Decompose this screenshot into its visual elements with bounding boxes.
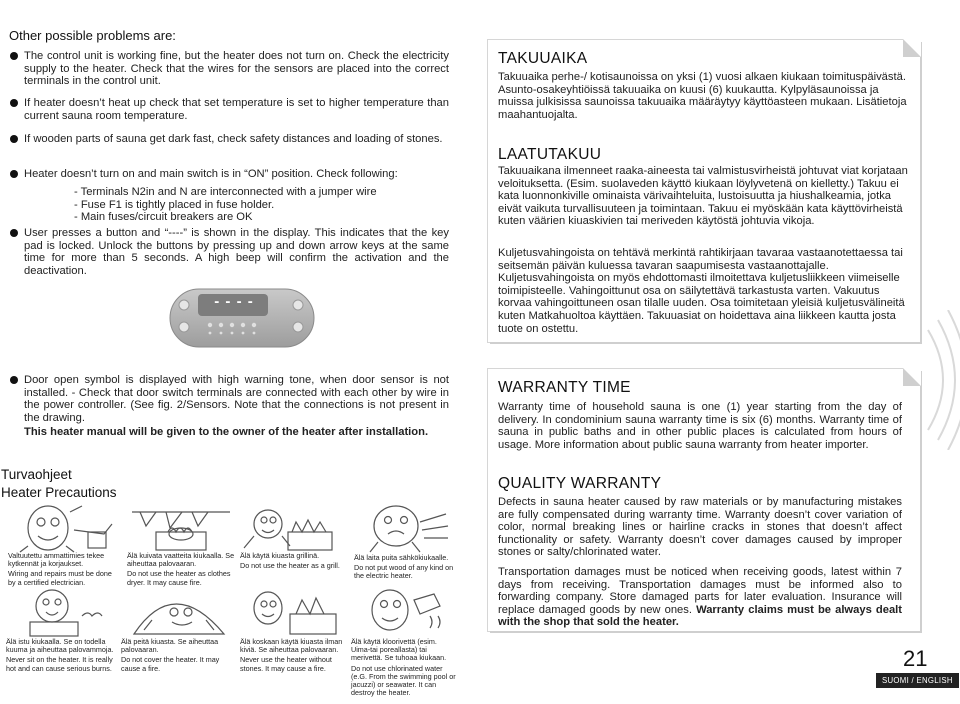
caption-fi: Valtuutettu ammattimies tekee kytkennät ja korjaukset.	[8, 551, 105, 569]
box-text: Takuuaikana ilmenneet raaka-aineesta tai valmistusvirheistä johtuvat viat korjataan veloituksetta. (Esim. suolaveden käyttö kiukaan löylyvetenä on kielletty.) Takuu ei kata luonnonkiville ominaista värivaihteluita, lustoisuutta ja hiushalkeamia, jotka eivät vaikuta turvallisuuteen ja toimintaan. Takuu ei myöskään kata käyttövirheistä kuten väärien kiuaskivien tai meriveden käytöstä johtuvia vikoja.	[498, 165, 908, 228]
caption-fi: Älä kuivata vaatteita kiukaalla. Se aiheuttaa palovaaran.	[127, 551, 235, 569]
bullet-text: If heater doesn’t heat up check that set temperature is set to higher temperature than current sauna room temperature.	[24, 97, 449, 122]
bullet-icon	[10, 99, 18, 107]
check-item: - Fuse F1 is tightly placed in fuse holder.	[74, 198, 275, 211]
list-item	[24, 227, 449, 277]
list-item	[24, 97, 449, 122]
box-text-bold: Warranty claims must be always dealt with the shop that sold the heater.	[498, 603, 902, 629]
precautions-title-en: Heater Precautions	[1, 485, 117, 500]
page-corner-icon	[903, 39, 921, 57]
caption-fi: Älä käytä kloorivettä (esim. Uima-tai poreallasta) tai merivettä. Se tuhoaa kiukaan.	[351, 637, 447, 663]
caption-en: Wiring and repairs must be done by a certified electrician.	[8, 569, 112, 587]
bullet-text: Door open symbol is displayed with high warning tone, when door sensor is not installed. - Check that door switch terminals are connected with each other by wire in the power controller. (See fig. 2/Sensors. Note that the connections is not present in the drawing.	[24, 374, 449, 424]
finnish-warranty-box	[488, 40, 920, 342]
caption-en: Do not use the heater as clothes dryer. It may cause fire.	[127, 569, 231, 587]
caption	[240, 552, 348, 570]
list-item	[24, 374, 449, 424]
caption	[8, 552, 116, 587]
precautions-heading	[1, 466, 117, 502]
page-corner-icon	[903, 368, 921, 386]
check-list	[74, 186, 444, 224]
box-text: Takuuaika perhe-/ kotisaunoissa on yksi (1) vuosi alkaen kiukaan toimituspäivästä. Asunto-osakeyhtiöissä takuuaika on kuusi (6) kuukautta. Kylpyläsaunoissa ja muissa julkisissa saunoissa takuuaika määräytyy käyttöasteen mukaan. Lisätietoja maahantuojalta.	[498, 71, 907, 121]
box-text: Kuljetusvahingoista on tehtävä merkintä rahtikirjaan tavaraa vastaanotettaessa tai seitsemän päivän kuluessa tavaran saapumisesta vastaanottajalle. Kuljetusvahingoista on myös ehdottomasti ilmoitettava kuljetusliikkeen viimeiselle toimipisteelle. Vahingoittunut osa on säilytettävä tarkastusta varten. Vakuutus korvaa vahingoittuneen osan tilalle uuden. Osa toimitetaan yleisiä kuljetusvälineitä kuten Matkahuoltoa käyttäen. Takuuasiat on hoidettava aina liikkeen kautta josta tuote on ostettu.	[498, 247, 905, 335]
box-text: Warranty time of household sauna is one (1) year starting from the day of delivery. In condominium sauna warranty time is six (6) months. Warranty time of sauna in public baths and in other public places is calculated from hours of usage. More information about public sauna warranty from heater importer.	[498, 401, 902, 451]
bullet-icon	[10, 376, 18, 384]
box-text: Defects in sauna heater caused by raw materials or by manufacturing mistakes are fully compensated during warranty time. Warranty doesn’t cover variation of color, normal breaking lines or hairline cracks in stones that doesn’t affect functionality or safety. Warranty doesn’t cover damages caused by improper stones or salty/chlorinated water.	[498, 496, 902, 559]
caption	[351, 638, 457, 697]
cartoon-wood	[350, 502, 460, 559]
precautions-title-fi: Turvaohjeet	[1, 467, 72, 482]
panel-display-text: - - - -	[214, 293, 254, 310]
check-item: - Main fuses/circuit breakers are OK	[74, 211, 253, 224]
box-title: LAATUTAKUU	[498, 146, 602, 163]
english-warranty-box	[488, 369, 920, 631]
list-item	[24, 50, 449, 88]
caption	[121, 638, 227, 673]
bullet-text: User presses a button and “----” is shown in the display. This indicates that the key pad is locked. Unlock the buttons by pressing up and down arrow keys at the same time for more than 5 seconds. A high beep will confirm the activation and the deactivation.	[24, 227, 449, 277]
box-title: TAKUUAIKA	[498, 50, 588, 67]
list-item	[24, 133, 449, 146]
caption	[240, 638, 348, 673]
box-title: WARRANTY TIME	[498, 379, 631, 396]
control-panel-illustration	[168, 285, 316, 356]
bullet-text: The control unit is working fine, but the heater does not turn on. Check the electricity supply to the heater. Check that the wires for the sensors are placed into the correct terminals in the control unit.	[24, 50, 449, 88]
bullet-text: Heater doesn’t turn on and main switch is in “ON” position. Check following:	[24, 168, 398, 180]
caption-en: Do not cover the heater. It may cause a fire.	[121, 655, 220, 673]
caption-en: Do not use chlorinated water (e.G. From the swimming pool or jacuzzi) or seawater. It can destroy the heater.	[351, 663, 456, 698]
caption-fi: Älä koskaan käytä kiuasta ilman kiviä. Se aiheuttaa palovaaran.	[240, 637, 343, 655]
bullet-text: If wooden parts of sauna get dark fast, check safety distances and loading of stones.	[24, 133, 443, 145]
box-text	[498, 566, 902, 629]
manual-note: This heater manual will be given to the owner of the heater after installation.	[24, 426, 429, 438]
section-heading: Other possible problems are:	[9, 28, 176, 43]
caption-en: Never use the heater without stones. It may cause a fire.	[240, 655, 332, 673]
bullet-icon	[10, 170, 18, 178]
caption-fi: Älä peitä kiuasta. Se aiheuttaa palovaaran.	[121, 637, 219, 655]
signal-waves-icon	[920, 310, 960, 455]
caption-en: Do not put wood of any kind on the electric heater.	[354, 563, 454, 581]
caption	[6, 638, 116, 673]
box-title: QUALITY WARRANTY	[498, 475, 662, 492]
caption-fi: Älä istu kiukaalla. Se on todella kuuma ja aiheuttaa palovammoja.	[6, 637, 114, 655]
cartoon-no-stones	[238, 586, 348, 643]
caption	[354, 554, 454, 581]
cartoon-sitting	[8, 586, 118, 643]
caption-fi: Älä käytä kiuasta grillinä.	[240, 551, 320, 560]
caption-fi: Älä laita puita sähkökiukaalle.	[354, 553, 449, 562]
bullet-icon	[10, 135, 18, 143]
bullet-icon	[10, 52, 18, 60]
language-label: SUOMI / ENGLISH	[876, 673, 959, 688]
page-number: 21	[903, 646, 928, 671]
box-text-normal: Transportation damages must be noticed when receiving goods, latest within 7 days from receiving. Transportation damages must be informed also to forwarding company. Store damaged parts for later evaluation. Insurance will replace damaged goods by new ones.	[498, 566, 902, 616]
cartoon-chlorine	[350, 586, 460, 643]
caption-en: Never sit on the heater. It is really hot and can cause serious burns.	[6, 655, 113, 673]
bullet-icon	[10, 229, 18, 237]
caption	[127, 552, 235, 587]
list-item	[24, 168, 449, 181]
caption-en: Do not use the heater as a grill.	[240, 561, 340, 571]
cartoon-covered	[124, 586, 234, 643]
check-item: - Terminals N2in and N are interconnected with a jumper wire	[74, 186, 377, 198]
